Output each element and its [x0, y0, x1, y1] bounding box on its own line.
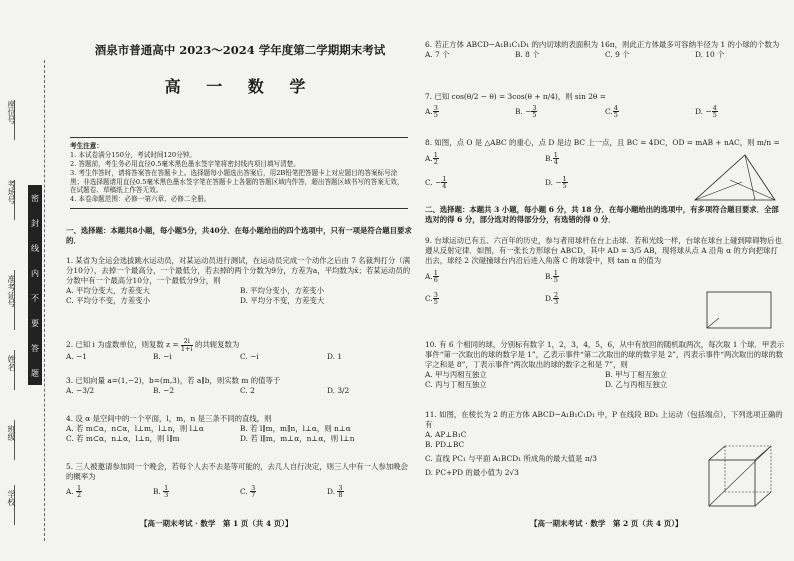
question-stem: 3. 已知向量 a=(1,−2)，b=(m,3)，若 a∥b，则实数 m 的值等于	[66, 376, 281, 385]
option-a: A. 平均分变大，方差变大	[66, 285, 150, 295]
question-3	[66, 376, 414, 396]
question-stem: 5. 三人被邀请参加同一个晚会，若每个人去不去是等可能的，去几人自行决定，则三人中有一人参加晚会的概率为	[66, 462, 408, 481]
option-a: A. −3/2	[66, 385, 95, 395]
billiard-table-figure	[705, 290, 775, 332]
numerator: 3	[251, 483, 256, 492]
numerator: 1	[433, 150, 438, 159]
option-d: D. 乙与丙相互独立	[605, 379, 668, 389]
denominator: 5	[562, 182, 567, 191]
option-letter: A.	[425, 271, 433, 281]
numerator: 2i	[181, 338, 193, 346]
denominator: 3	[164, 491, 169, 500]
denominator: 6	[433, 276, 438, 285]
table-abcd	[707, 292, 771, 328]
page-footer-left: 【高一期末考试 · 数学 第 1 页（共 4 页）】	[140, 519, 293, 528]
fraction	[531, 105, 537, 119]
question-stem: 4. 设 α 是空间中的一个平面，l，m，n 是三条不同的直线，则	[66, 414, 272, 423]
seal-warning-bar	[28, 185, 42, 385]
seal-char: 不	[30, 293, 40, 302]
question-6	[425, 40, 785, 60]
option-a: A. 7 个	[425, 49, 450, 59]
option-d	[545, 292, 665, 306]
option-d	[545, 176, 665, 190]
section-choice-1	[66, 226, 414, 246]
denominator: 4	[442, 182, 447, 191]
numerator: 3	[433, 290, 438, 299]
denominator: 5	[433, 111, 438, 120]
option-d: D. 若 l∥m，m⊥α，n⊥α，则 l⊥n	[240, 433, 355, 443]
option-a: A. 若 m⊂α，n⊂α，l⊥m，l⊥n，则 l⊥α	[66, 423, 204, 433]
note-item: 4. 本卷命题范围：必修一第六章、必修二全册。	[70, 195, 211, 204]
fraction	[553, 152, 559, 166]
denominator: 3	[554, 298, 559, 307]
numerator: 4	[712, 103, 717, 112]
seal-char: 密	[30, 193, 40, 202]
option-d	[327, 485, 414, 499]
label-class: 班级	[7, 425, 16, 441]
label-school: 学校	[7, 490, 16, 506]
diagonal-bd1	[709, 446, 771, 506]
denominator: 4	[553, 158, 558, 167]
option-b	[545, 270, 665, 284]
option-c	[425, 176, 545, 190]
question-2	[66, 338, 414, 362]
denominator: 1+i	[180, 344, 193, 353]
fraction	[250, 485, 256, 499]
fraction	[553, 292, 559, 306]
segment-bo	[695, 182, 742, 200]
denominator: 2	[433, 158, 438, 167]
fraction	[613, 105, 619, 119]
fraction	[712, 105, 718, 119]
option-a: A. 甲与丙相互独立	[425, 369, 487, 379]
question-1	[66, 256, 414, 306]
question-stem: 6. 若正方体 ABCD−A₁B₁C₁D₁ 的内切球的表面积为 16π，则此正方体最多可容纳半径为 1 的小球的个数为	[425, 40, 780, 49]
question-4	[66, 414, 414, 444]
fraction	[163, 485, 169, 499]
numerator: 3	[338, 483, 343, 492]
note-item: 1. 本试卷满分150分，考试时间120分钟。	[70, 150, 196, 159]
numerator: 1	[562, 174, 567, 183]
candidate-notes	[70, 137, 408, 209]
option-c: C. 平均分不变，方差变小	[66, 295, 150, 305]
option-c: C. 若 m⊂α，n⊥α，l⊥n，则 l∥m	[66, 433, 180, 443]
denominator: 7	[251, 491, 256, 500]
option-c	[605, 105, 695, 119]
denominator: 5	[613, 111, 618, 120]
page-footer-right: 【高一期末考试 · 数学 第 2 页（共 4 页）】	[530, 519, 683, 528]
option-a	[425, 270, 545, 284]
numerator: 1	[433, 268, 438, 277]
shot-path	[707, 318, 719, 328]
cube-edge	[709, 446, 725, 460]
exam-subject: 高 一 数 学	[164, 77, 316, 96]
option-letter: A.	[66, 486, 74, 496]
question-stem: 10. 有 6 个相同的球，分别标有数字 1，2，3，4，5，6，从中有放回的随机取两次，每次取 1 个球．甲表示事件“第一次取出的球的数字是 1”，乙表示事件“第二次取出的球的数字是 2”，丙表示事件“两次取出的球的数字之和是 8”，丁表示事件“两次取出的球的数字之和是 7”，则	[425, 340, 785, 369]
denominator: 5	[433, 298, 438, 307]
segment-ad	[745, 155, 755, 200]
question-stem: 2. 已知 i 为虚数单位，则复数 z =	[66, 340, 181, 349]
numerator: 2	[554, 290, 559, 299]
seal-char: 题	[30, 368, 40, 377]
option-b: B. 8 个	[515, 49, 540, 59]
option-c: C. 直线 PC₁ 与平面 A₁BCD₁ 所成角的最大值是 π/3	[425, 453, 597, 463]
section-choice-2	[425, 205, 785, 225]
option-letter: D.	[545, 293, 554, 303]
option-d: D. 1	[327, 352, 343, 361]
fraction	[76, 485, 82, 499]
option-b	[545, 152, 665, 166]
question-stem: 8. 如图，点 O 是 △ABC 的重心，点 D 是边 BC 上一点，且 BC = 4DC，OD = mAB + nAC，则 m/n =	[425, 138, 780, 147]
denominator: 5	[553, 276, 558, 285]
option-b: B. 甲与丁相互独立	[605, 369, 667, 379]
denominator: 2	[77, 491, 82, 500]
label-seat: 座位号	[7, 100, 16, 124]
fraction	[441, 176, 447, 190]
option-letter: C. −	[425, 177, 442, 187]
fraction	[433, 105, 439, 119]
option-b	[153, 485, 240, 499]
option-letter: C.	[240, 486, 248, 496]
numerator: 1	[164, 483, 169, 492]
option-d	[695, 105, 785, 119]
fraction	[433, 292, 439, 306]
seal-char: 线	[30, 243, 40, 252]
option-c	[240, 485, 327, 499]
triangle-abc	[695, 155, 775, 200]
option-b: B. −i	[153, 352, 172, 361]
option-a: A. −1	[66, 352, 87, 361]
option-d: D. PC+PD 的最小值为 2√3	[425, 467, 519, 477]
denominator: 5	[532, 111, 537, 120]
seal-char: 封	[30, 218, 40, 227]
question-10	[425, 340, 785, 390]
option-b: B. PD⊥BC	[425, 439, 465, 449]
triangle-figure	[690, 150, 780, 205]
numerator: 3	[532, 103, 537, 112]
option-a	[66, 485, 153, 499]
label-ticket: 准考证号	[7, 275, 16, 307]
seal-char: 要	[30, 318, 40, 327]
seal-char: 答	[30, 343, 40, 352]
label-name: 姓名	[7, 355, 16, 371]
exam-title: 酒泉市普通高中 2023～2024 学年度第二学期期末考试	[94, 43, 386, 57]
numerator: 4	[613, 103, 618, 112]
option-a: A. AP⊥B₁C	[425, 429, 467, 439]
option-letter: C.	[425, 293, 433, 303]
section-heading: 一、选择题：本题共8小题，每小题5分，共40分．在每小题给出的四个选项中，只有一项是符合题目要求的．	[66, 226, 412, 245]
numerator: 3	[433, 103, 438, 112]
option-a	[425, 152, 545, 166]
fraction	[562, 176, 568, 190]
denominator: 8	[338, 491, 343, 500]
question-stem: 7. 已知 cos(θ/2 − θ) = 3cos(θ + π/4)，则 sin 2θ =	[425, 92, 606, 101]
cube-figure	[705, 442, 775, 510]
cube-edge	[755, 492, 771, 506]
question-5	[66, 462, 414, 499]
question-7	[425, 92, 785, 119]
option-b	[515, 105, 605, 119]
seal-char: 内	[30, 268, 40, 277]
option-c: C. 丙与丁相互独立	[425, 379, 487, 389]
option-letter: C.	[605, 106, 613, 116]
option-c: C. −i	[240, 352, 259, 361]
fraction	[433, 270, 439, 284]
denominator: 5	[712, 111, 717, 120]
option-a	[425, 105, 515, 119]
option-c	[425, 292, 545, 306]
option-b: B. 平均分变小，方差变小	[240, 285, 325, 295]
option-letter: B. −	[515, 106, 532, 116]
notes-heading: 考生注意：	[70, 142, 103, 150]
section-heading: 二、选择题：本题共 3 小题，每小题 6 分，共 18 分．在每小题给出的选项中，有多项符合题目要求．全部选对的得 6 分，部分选对的得部分分，有选错的得 0 分．	[425, 205, 779, 224]
numerator: 1	[553, 268, 558, 277]
note-item: 2. 答题前，考生务必用直径0.5毫米黑色墨水签字笔将密封线内项目填写清楚。	[70, 159, 300, 168]
label-room: 考场号	[7, 180, 16, 204]
note-item: 3. 考生作答时，请将答案答在答题卡上。选择题每小题选出答案后，用2B铅笔把答题卡上对应题目的答案标号涂黑；非选择题请用直径0.5毫米黑色墨水签字笔在答题卡上各题的答题区域内作答，超出答题区域书写的答案无效，在试题卷、草稿纸上作答无效。	[70, 168, 404, 195]
fraction	[337, 485, 343, 499]
numerator: 1	[77, 483, 82, 492]
option-letter: D.	[327, 486, 336, 496]
option-b: B. 若 l∥m，m∥n，l⊥α，则 n⊥α	[240, 423, 351, 433]
option-letter: B.	[153, 486, 161, 496]
option-letter: B.	[545, 271, 553, 281]
question-stem: 11. 如图，在棱长为 2 的正方体 ABCD−A₁B₁C₁D₁ 中，P 在线段 BD₁ 上运动（包括端点），下列选项正确的有	[425, 410, 783, 429]
question-stem-end: 的共轭复数为	[194, 340, 240, 349]
option-letter: D. −	[695, 106, 712, 116]
numerator: 1	[553, 150, 558, 159]
option-b: B. −2	[153, 385, 175, 395]
numerator: 1	[442, 174, 447, 183]
fraction	[181, 338, 193, 352]
option-c: C. 2	[240, 385, 255, 395]
option-d: D. 3/2	[327, 385, 350, 395]
option-letter: D. −	[545, 177, 562, 187]
seal-dashed-line	[44, 60, 45, 541]
binding-margin	[0, 0, 62, 561]
option-letter: A.	[425, 153, 433, 163]
option-letter: B.	[545, 153, 553, 163]
question-stem: 9. 台球运动已有五、六百年的历史，参与者用球杆在台上击球．若和光线一样，台球在球台上碰到障碍物后也遵从反射定律．如图，有一张长方形球台 ABCD，其中 AD = 3/5 AB，现将球从点 A 沿角 α 的方向把球打出去，球经 2 次碰撞球台内沿后进入角落 C 的球袋中，则 tan α 的值为	[425, 236, 782, 265]
fraction	[433, 152, 439, 166]
question-stem: 1. 某省为全运会选拔跳水运动员，对某运动员进行测试，在运动员完成一个动作之后由 7 名裁判打分（满分10分），去掉一个最高分，一个最低分，若去掉的两个分数为9分，方差为a，平均数为x̄；若某运动员的分数中有一个最高分10分，一个最低分9分，则	[66, 256, 411, 285]
fraction	[553, 270, 559, 284]
option-d: D. 10 个	[695, 49, 725, 59]
option-letter: A.	[425, 106, 433, 116]
option-d: D. 平均分不变，方差变大	[240, 295, 325, 305]
option-c: C. 9 个	[605, 49, 630, 59]
